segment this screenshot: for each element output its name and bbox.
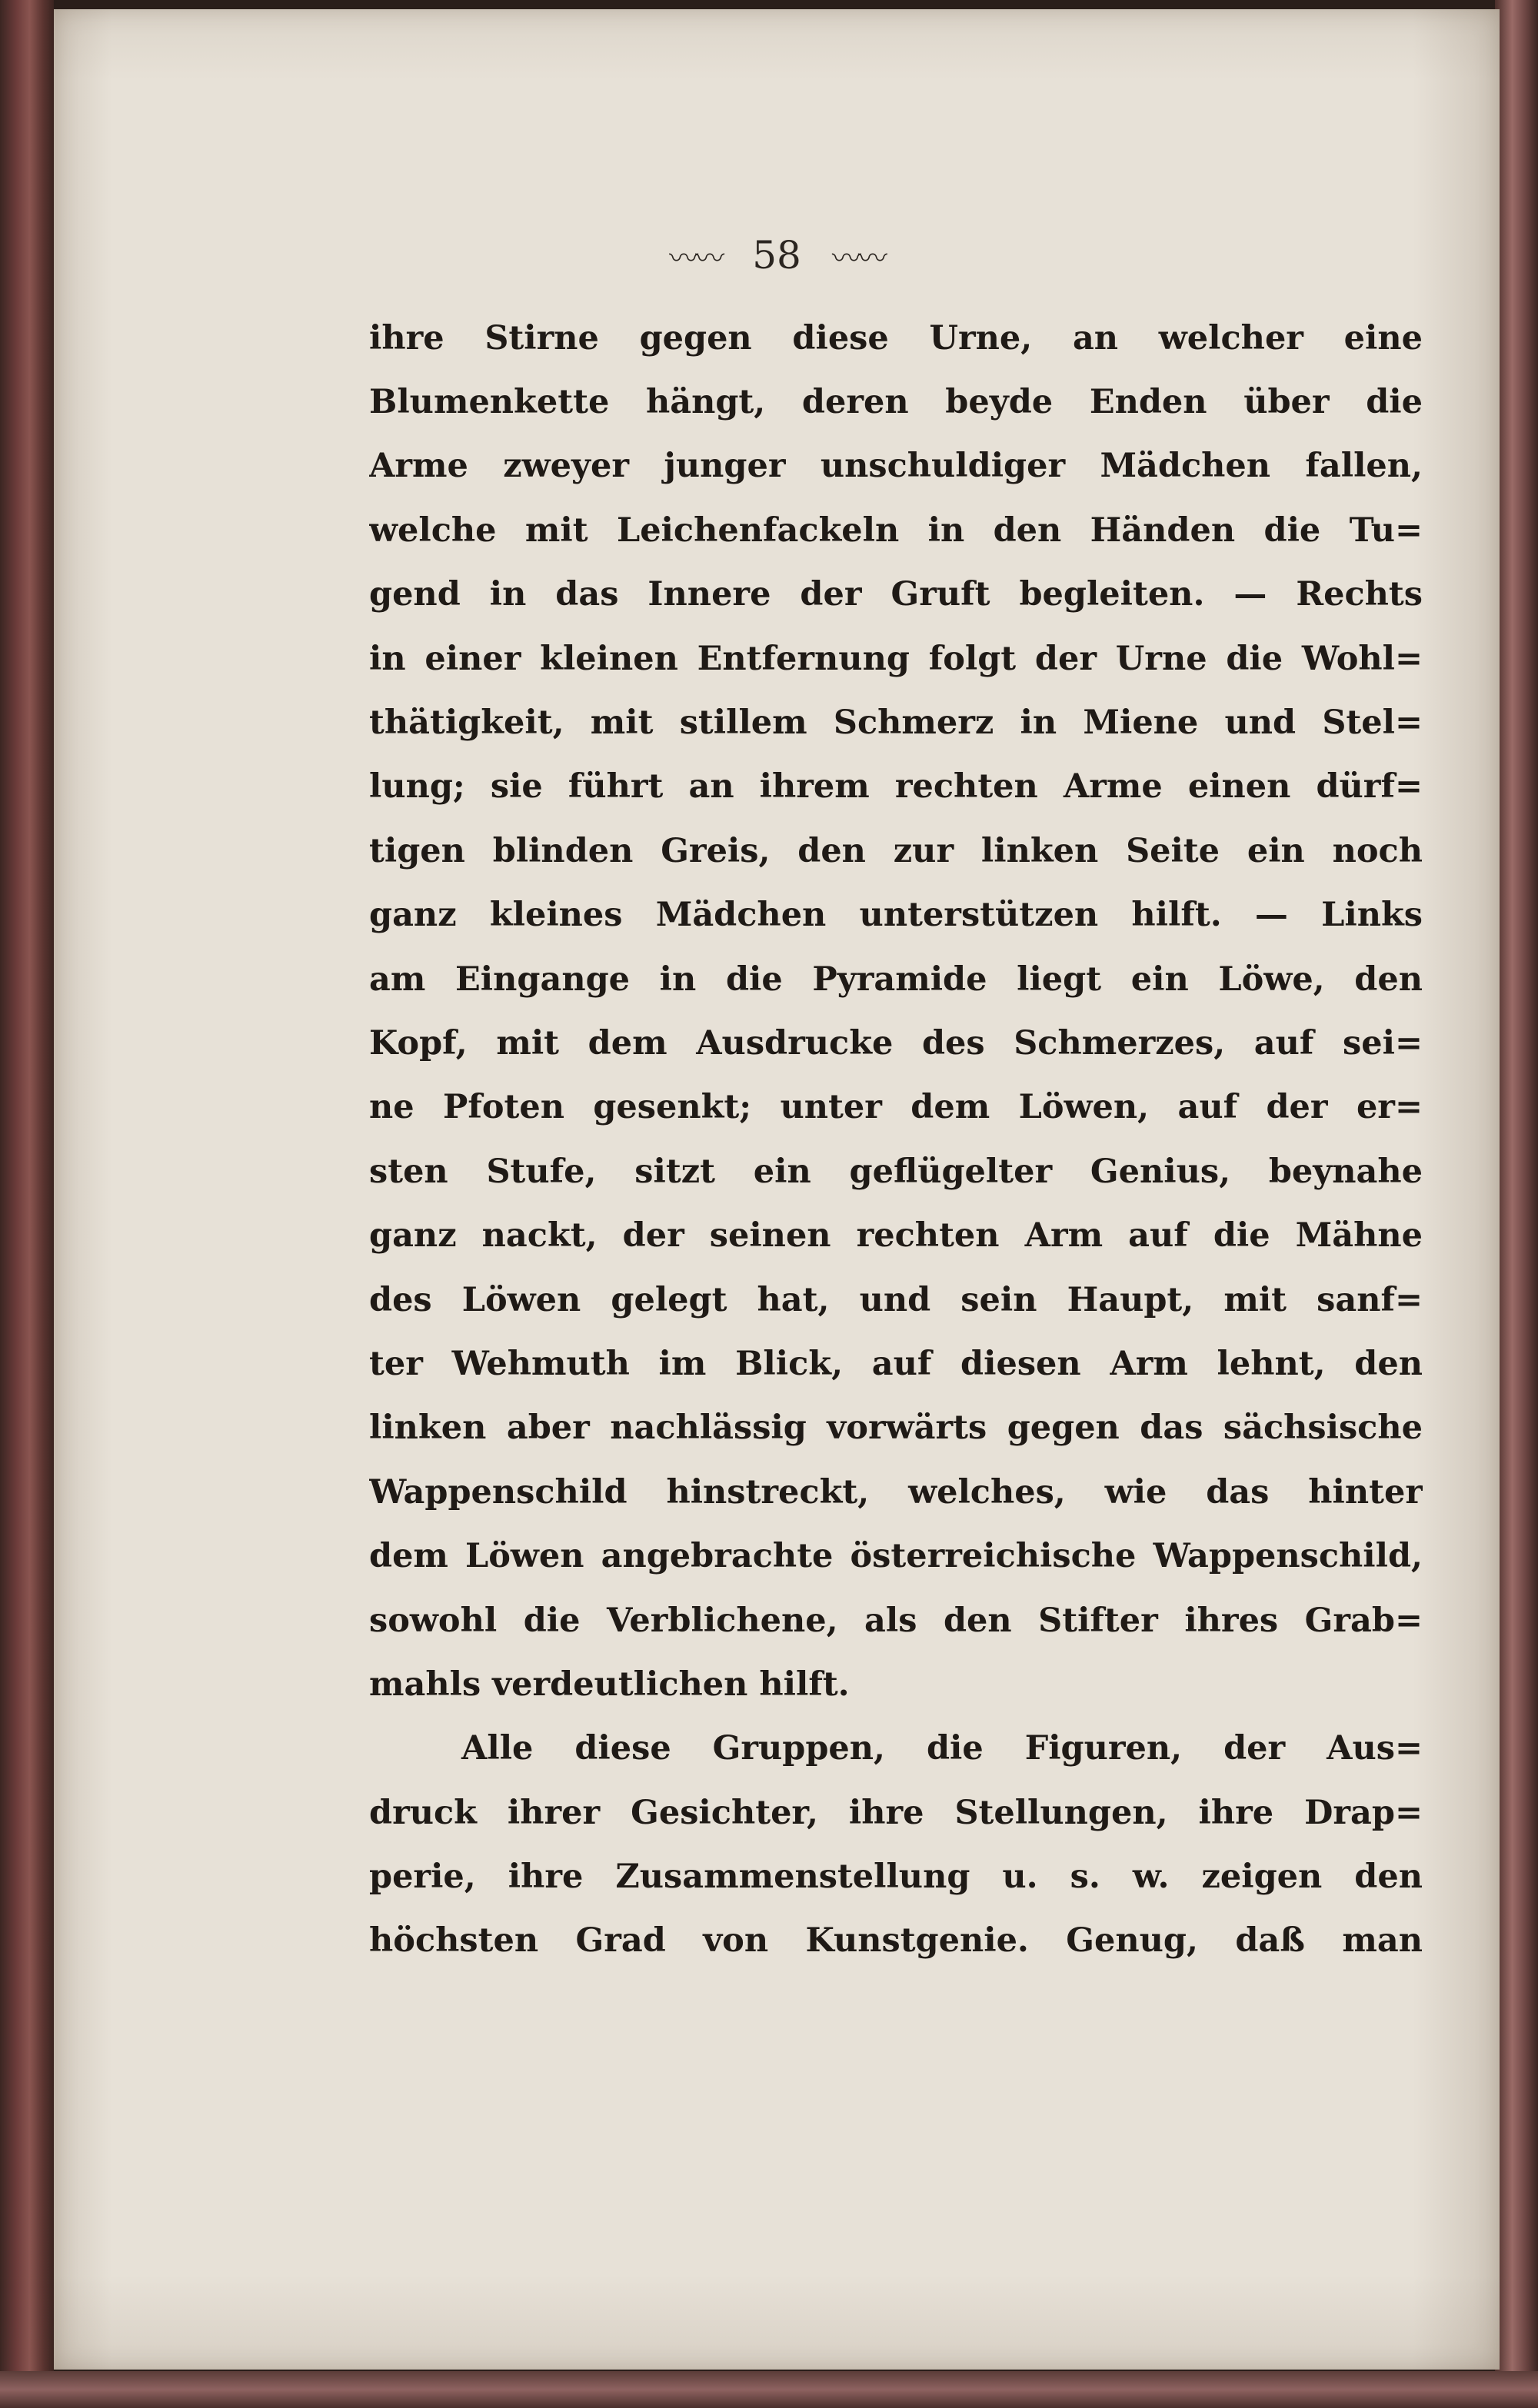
book-binding-left [0,0,54,2408]
body-text [369,306,1423,1973]
text-line: Wappenschild hinstreckt, welches, wie das hinter [369,1472,1423,1512]
text-line: sowohl die Verblichene, als den Stifter ihres Grab= [369,1601,1423,1640]
text-line: dem Löwen angebrachte österreichische Wappenschild, [369,1537,1423,1576]
text-line: ihre Stirne gegen diese Urne, an welcher eine [369,318,1423,358]
text-line: Kopf, mit dem Ausdrucke des Schmerzes, auf sei= [369,1023,1423,1063]
text-line: welche mit Leichenfackeln in den Händen die Tu= [369,511,1423,550]
text-line: Arme zweyer junger unschuldiger Mädchen fallen, [369,447,1423,486]
text-line: ter Wehmuth im Blick, auf diesen Arm lehnt, den [369,1344,1423,1383]
text-line: ne Pfoten gesenkt; unter dem Löwen, auf der er= [369,1088,1423,1127]
text-line: ganz kleines Mädchen unterstützen hilft. — Links [369,896,1423,935]
page-number: 58 [752,233,801,278]
text-line: lung; sie führt an ihrem rechten Arme einen dürf= [369,767,1423,807]
text-line: am Eingange in die Pyramide liegt ein Löwe, den [369,960,1423,999]
ornament-left: 〰〰 [669,241,722,275]
text-line: tigen blinden Greis, den zur linken Seite ein noch [369,831,1423,870]
book-edge-bottom [0,2371,1538,2408]
ornament-right: 〰〰 [831,241,884,275]
text-line: linken aber nachlässig vorwärts gegen das sächsische [369,1409,1423,1448]
page-header [54,225,1500,286]
text-line: in einer kleinen Entfernung folgt der Urne die Wohl= [369,639,1423,678]
text-line: Blumenkette hängt, deren beyde Enden über die [369,383,1423,422]
text-line: gend in das Innere der Gruft begleiten. — Rechts [369,575,1423,614]
book-binding-right [1495,0,1538,2408]
text-line: druck ihrer Gesichter, ihre Stellungen, ihre Drap= [369,1793,1423,1832]
book-page [54,9,1500,2370]
text-line: thätigkeit, mit stillem Schmerz in Miene und Stel= [369,703,1423,743]
text-line: ganz nackt, der seinen rechten Arm auf die Mähne [369,1216,1423,1256]
text-line: des Löwen gelegt hat, und sein Haupt, mit sanf= [369,1280,1423,1319]
text-line: perie, ihre Zusammenstellung u. s. w. zeigen den [369,1858,1423,1897]
text-line: höchsten Grad von Kunstgenie. Genug, daß man [369,1921,1423,1961]
text-line: mahls verdeutlichen hilft. [369,1665,850,1704]
text-line: Alle diese Gruppen, die Figuren, der Aus= [461,1729,1423,1768]
text-line: sten Stufe, sitzt ein geflügelter Genius, beynahe [369,1152,1423,1191]
